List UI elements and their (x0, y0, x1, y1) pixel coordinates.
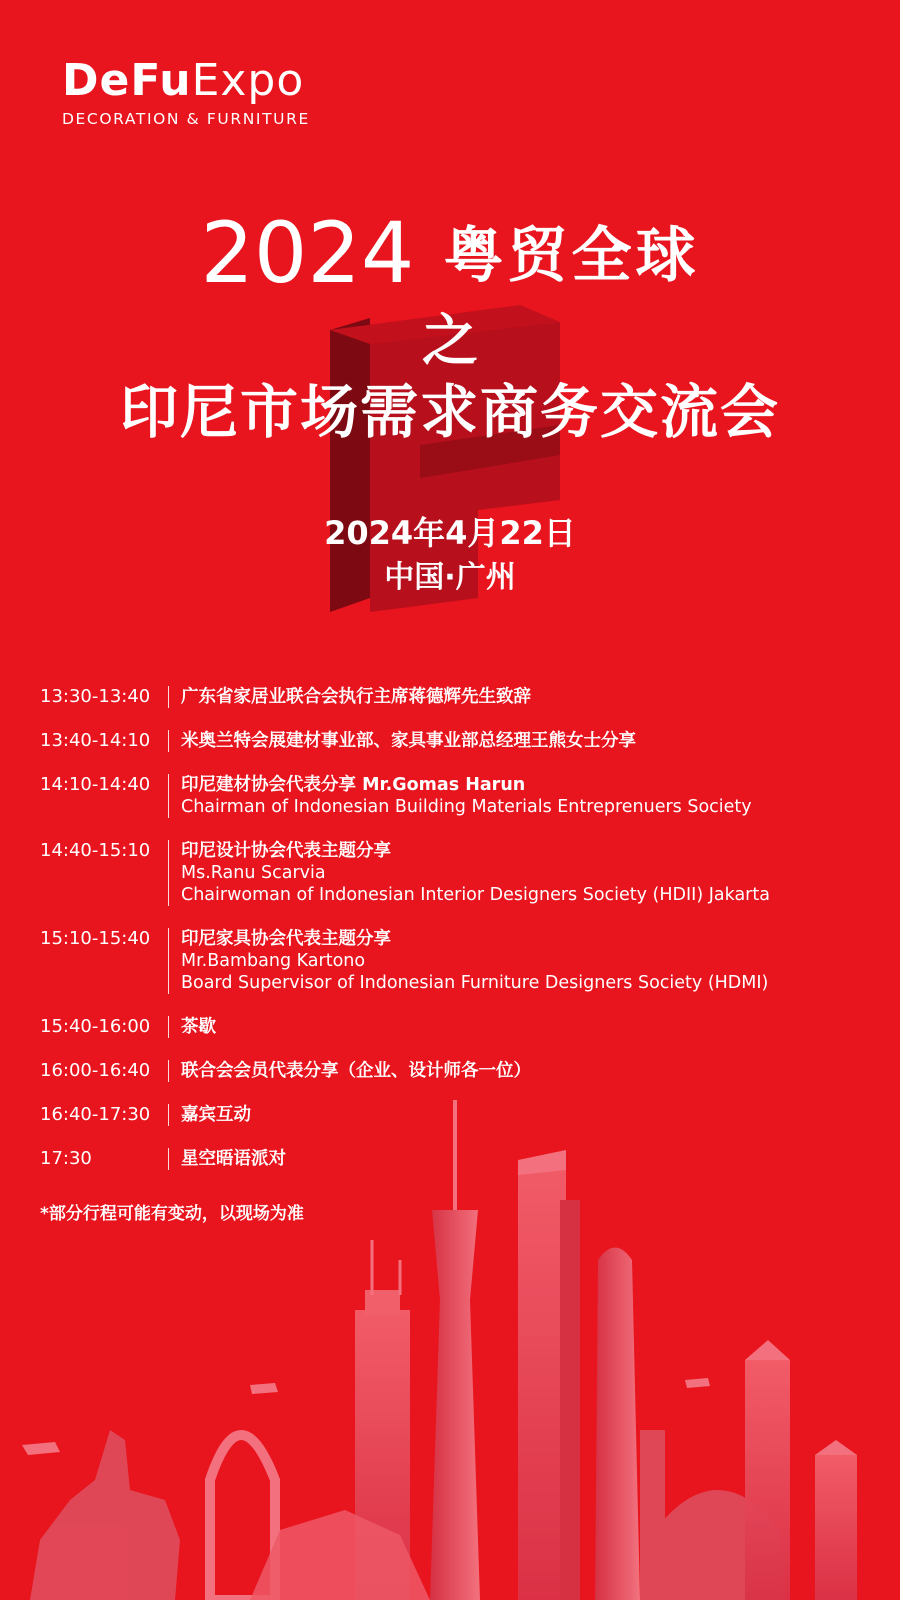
agenda-desc (181, 686, 531, 708)
agenda-row (40, 1104, 880, 1126)
agenda-desc (181, 730, 636, 752)
agenda-divider (168, 928, 169, 994)
title-line-3: 印尼市场需求商务交流会 (119, 378, 780, 446)
logo-brand-light: Expo (191, 55, 305, 106)
title-line-1 (0, 204, 900, 302)
agenda-row (40, 686, 880, 708)
agenda-line: Ms.Ranu Scarvia (181, 863, 326, 883)
agenda-line: Chairwoman of Indonesian Interior Designers Society (HDII) Jakarta (181, 885, 770, 905)
agenda-time: 16:00-16:40 (40, 1060, 151, 1081)
agenda-line: Mr.Bambang Kartono (181, 951, 366, 971)
title-year: 2024 (200, 204, 415, 302)
agenda-time: 13:40-14:10 (40, 730, 151, 751)
title-line1-cn: 粤贸全球 (443, 221, 700, 291)
agenda-line: 印尼设计协会代表主题分享 (181, 841, 391, 861)
agenda-list (40, 686, 880, 1170)
agenda-desc (181, 1148, 286, 1170)
logo-wordmark (62, 55, 310, 106)
agenda-line: 广东省家居业联合会执行主席蒋德辉先生致辞 (181, 687, 531, 707)
event-location: 中国·广州 (384, 560, 516, 595)
agenda-desc (181, 840, 770, 906)
agenda-divider (168, 840, 169, 906)
agenda-row (40, 1148, 880, 1170)
agenda-time: 15:10-15:40 (40, 928, 151, 949)
agenda-desc (181, 928, 768, 994)
agenda-divider (168, 1060, 169, 1082)
agenda-desc (181, 1016, 216, 1038)
agenda-time: 13:30-13:40 (40, 686, 151, 707)
guangzhou-skyline-illustration (22, 1100, 857, 1600)
agenda-line: 嘉宾互动 (181, 1105, 251, 1125)
agenda-line: 茶歇 (181, 1017, 216, 1037)
agenda-desc (181, 774, 752, 818)
agenda-time: 15:40-16:00 (40, 1016, 151, 1037)
agenda-divider (168, 730, 169, 752)
agenda-desc (181, 1104, 251, 1126)
agenda-line: 米奥兰特会展建材事业部、家具事业部总经理王熊女士分享 (181, 731, 636, 751)
agenda-line: 星空晤语派对 (181, 1149, 286, 1169)
agenda-divider (168, 1016, 169, 1038)
agenda-divider (168, 1104, 169, 1126)
agenda-row (40, 774, 880, 818)
agenda-line: 印尼建材协会代表分享 Mr.Gomas Harun (181, 775, 526, 795)
agenda-row (40, 928, 880, 994)
agenda-line: Chairman of Indonesian Building Materials Entreprenuers Society (181, 797, 752, 817)
agenda-desc (181, 1060, 531, 1082)
logo-tagline: DECORATION & FURNITURE (62, 110, 310, 128)
defu-expo-logo (62, 55, 310, 128)
agenda-row (40, 840, 880, 906)
agenda-row (40, 730, 880, 752)
agenda-time: 14:10-14:40 (40, 774, 151, 795)
agenda-time: 17:30 (40, 1148, 92, 1169)
agenda-time: 14:40-15:10 (40, 840, 151, 861)
agenda-line: 印尼家具协会代表主题分享 (181, 929, 391, 949)
agenda-divider (168, 1148, 169, 1170)
agenda-time: 16:40-17:30 (40, 1104, 151, 1125)
agenda-divider (168, 686, 169, 708)
event-date: 2024年4月22日 (324, 514, 576, 552)
agenda-divider (168, 774, 169, 818)
agenda-line: 联合会会员代表分享（企业、设计师各一位） (181, 1061, 531, 1081)
agenda-row (40, 1060, 880, 1082)
logo-brand-bold: DeFu (62, 55, 192, 106)
schedule-note: *部分行程可能有变动，以现场为准 (40, 1204, 304, 1224)
title-line-2: 之 (422, 309, 478, 374)
agenda-row (40, 1016, 880, 1038)
agenda-line: Board Supervisor of Indonesian Furniture Designers Society (HDMI) (181, 973, 769, 993)
